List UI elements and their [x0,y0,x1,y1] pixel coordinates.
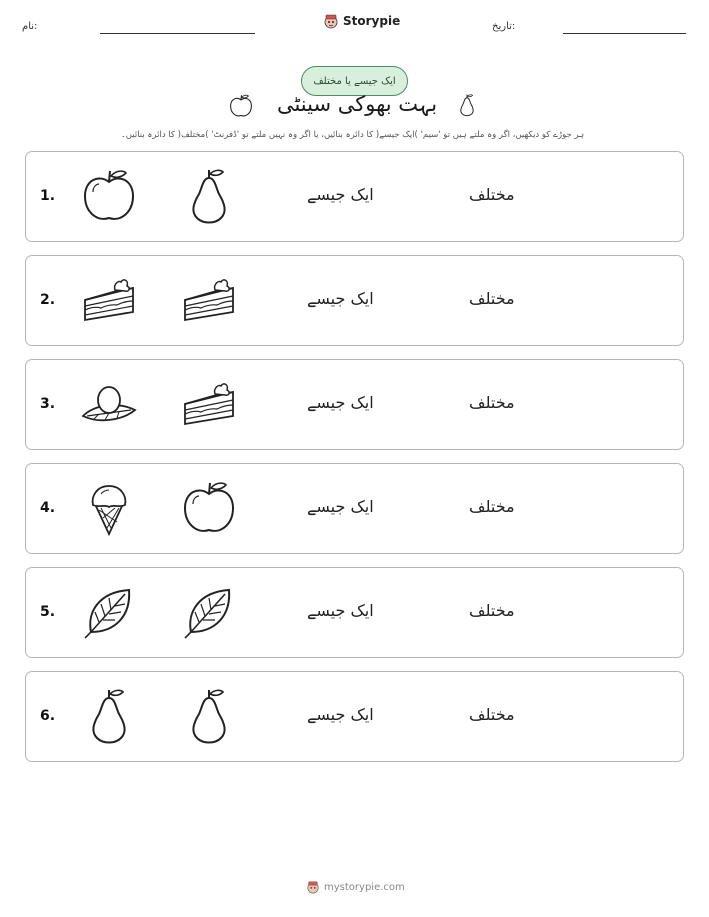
apple-icon [179,478,239,538]
footer-url[interactable]: mystorypie.com [324,881,405,893]
brand-logo [323,13,400,29]
pear-icon [455,89,479,121]
date-line[interactable] [563,33,686,34]
different-option[interactable]: مختلف [469,497,515,516]
same-option[interactable]: ایک جیسے [307,185,374,204]
topic-badge: ایک جیسے یا مختلف [301,66,408,96]
different-option[interactable]: مختلف [469,289,515,308]
same-option[interactable]: ایک جیسے [307,705,374,724]
pear-icon [179,166,239,226]
same-option[interactable]: ایک جیسے [307,393,374,412]
name-line[interactable] [100,33,255,34]
same-option[interactable]: ایک جیسے [307,601,374,620]
brand-name: Storypie [343,14,401,28]
question-number: 2. [40,292,56,308]
instructions: ہر جوڑے کو دیکھیں، اگر وہ ملتے ہیں تو 'سیم' )ایک جیسے( کا دائرہ بنائیں، یا اگر وہ نہیں ملتے تو 'ڈفرنٹ' )مختلف( کا دائرہ بنائیں۔ [120,130,585,140]
question-number: 4. [40,500,56,516]
ice-cream-icon [79,478,139,538]
same-option[interactable]: ایک جیسے [307,289,374,308]
footer [306,880,405,894]
question-number: 6. [40,708,56,724]
question-row-6 [25,671,684,762]
storypie-mascot-icon [323,13,339,29]
cake-icon [79,270,139,330]
question-row-5 [25,567,684,658]
egg-on-leaf-icon [79,374,139,434]
same-option[interactable]: ایک جیسے [307,497,374,516]
question-row-2 [25,255,684,346]
leaf-icon [79,582,139,642]
different-option[interactable]: مختلف [469,393,515,412]
different-option[interactable]: مختلف [469,601,515,620]
question-number: 1. [40,188,56,204]
name-label: نام: [22,21,38,32]
question-row-1 [25,151,684,242]
date-label: تاریخ: [492,21,516,32]
different-option[interactable]: مختلف [469,705,515,724]
question-number: 3. [40,396,56,412]
storypie-mascot-icon [306,880,320,894]
pear-icon [179,686,239,746]
different-option[interactable]: مختلف [469,185,515,204]
leaf-icon [179,582,239,642]
question-row-4 [25,463,684,554]
apple-icon [79,166,139,226]
question-number: 5. [40,604,56,620]
cake-icon [179,374,239,434]
question-row-3 [25,359,684,450]
pear-icon [79,686,139,746]
apple-icon [228,91,254,121]
cake-icon [179,270,239,330]
page-title: بہت بھوکی سینٹی [276,92,438,116]
